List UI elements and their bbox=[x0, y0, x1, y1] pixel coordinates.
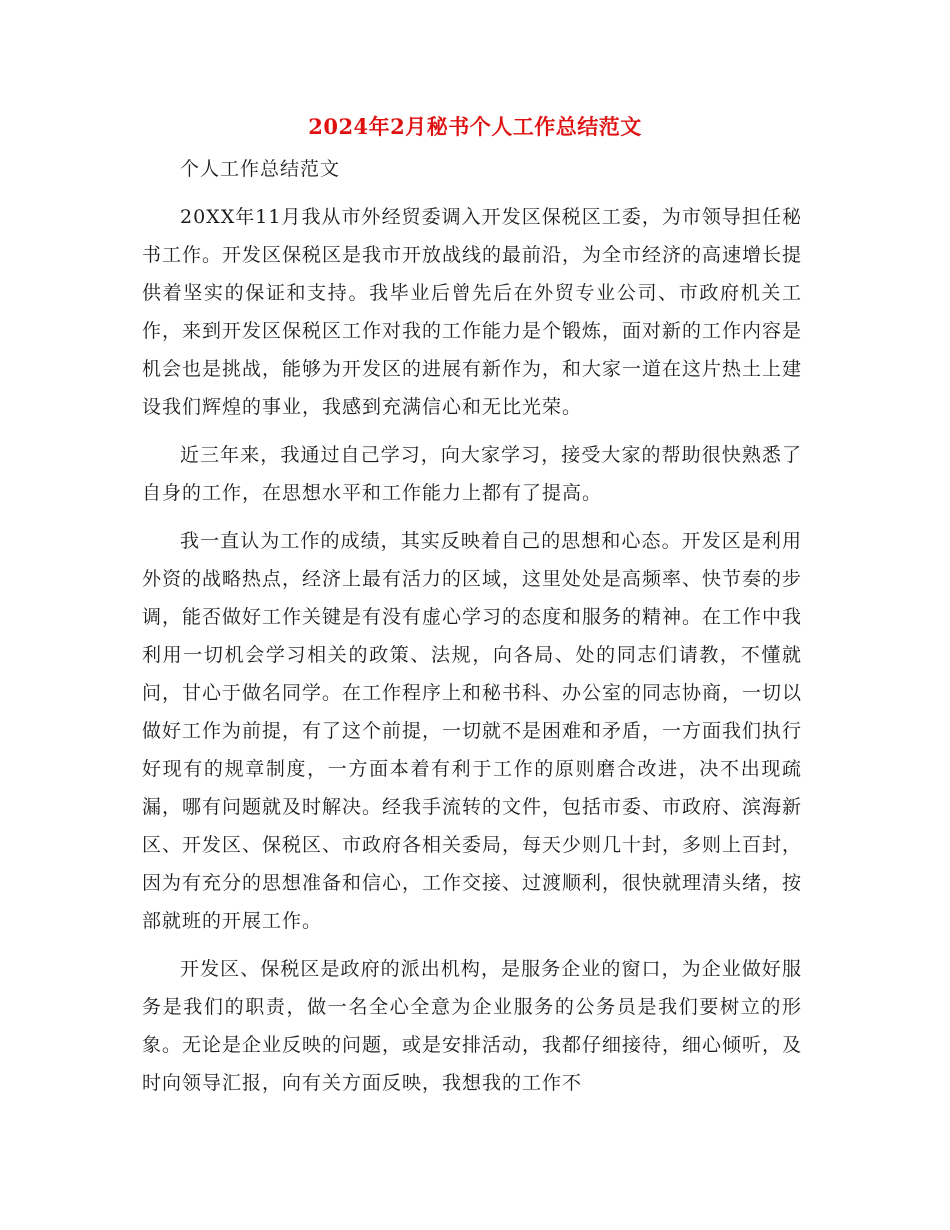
paragraph-subtitle: 个人工作总结范文 bbox=[180, 158, 341, 180]
paragraph: 近三年来，我通过自己学习，向大家学习，接受大家的帮助很快熟悉了自身的工作，在思想水平和工作能力上都有了提高。 bbox=[142, 444, 802, 504]
document-body bbox=[142, 150, 802, 1112]
document-title: 2024年2月秘书个人工作总结范文 bbox=[308, 114, 642, 139]
paragraph: 20XX年11月我从市外经贸委调入开发区保税区工委，为市领导担任秘书工作。开发区保税区是我市开放战线的最前沿，为全市经济的高速增长提供着坚实的保证和支持。我毕业后曾先后在外贸专业公司、市政府机关工作，来到开发区保税区工作对我的工作能力是个锻炼，面对新的工作内容是机会也是挑战，能够为开发区的进展有新作为，和大家一道在这片热土上建设我们辉煌的事业，我感到充满信心和无比光荣。 bbox=[142, 206, 803, 418]
paragraph: 开发区、保税区是政府的派出机构，是服务企业的窗口，为企业做好服务是我们的职责，做一名全心全意为企业服务的公务员是我们要树立的形象。无论是企业反映的问题，或是安排活动，我都仔细接待，细心倾听，及时向领导汇报，向有关方面反映，我想我的工作不 bbox=[142, 958, 803, 1094]
paragraph: 我一直认为工作的成绩，其实反映着自己的思想和心态。开发区是利用外资的战略热点，经济上最有活力的区域，这里处处是高频率、快节奏的步调，能否做好工作关键是有没有虚心学习的态度和服务的精神。在工作中我利用一切机会学习相关的政策、法规，向各局、处的同志们请教，不懂就问，甘心于做名同学。在工作程序上和秘书科、办公室的同志协商，一切以做好工作为前提，有了这个前提，一切就不是困难和矛盾，一方面我们执行好现有的规章制度，一方面本着有利于工作的原则磨合改进，决不出现疏漏，哪有问题就及时解决。经我手流转的文件，包括市委、市政府、滨海新区、开发区、保税区、市政府各相关委局，每天少则几十封，多则上百封，因为有充分的思想准备和信心，工作交接、过渡顺利，很快就理清头绪，按部就班的开展工作。 bbox=[142, 530, 803, 932]
